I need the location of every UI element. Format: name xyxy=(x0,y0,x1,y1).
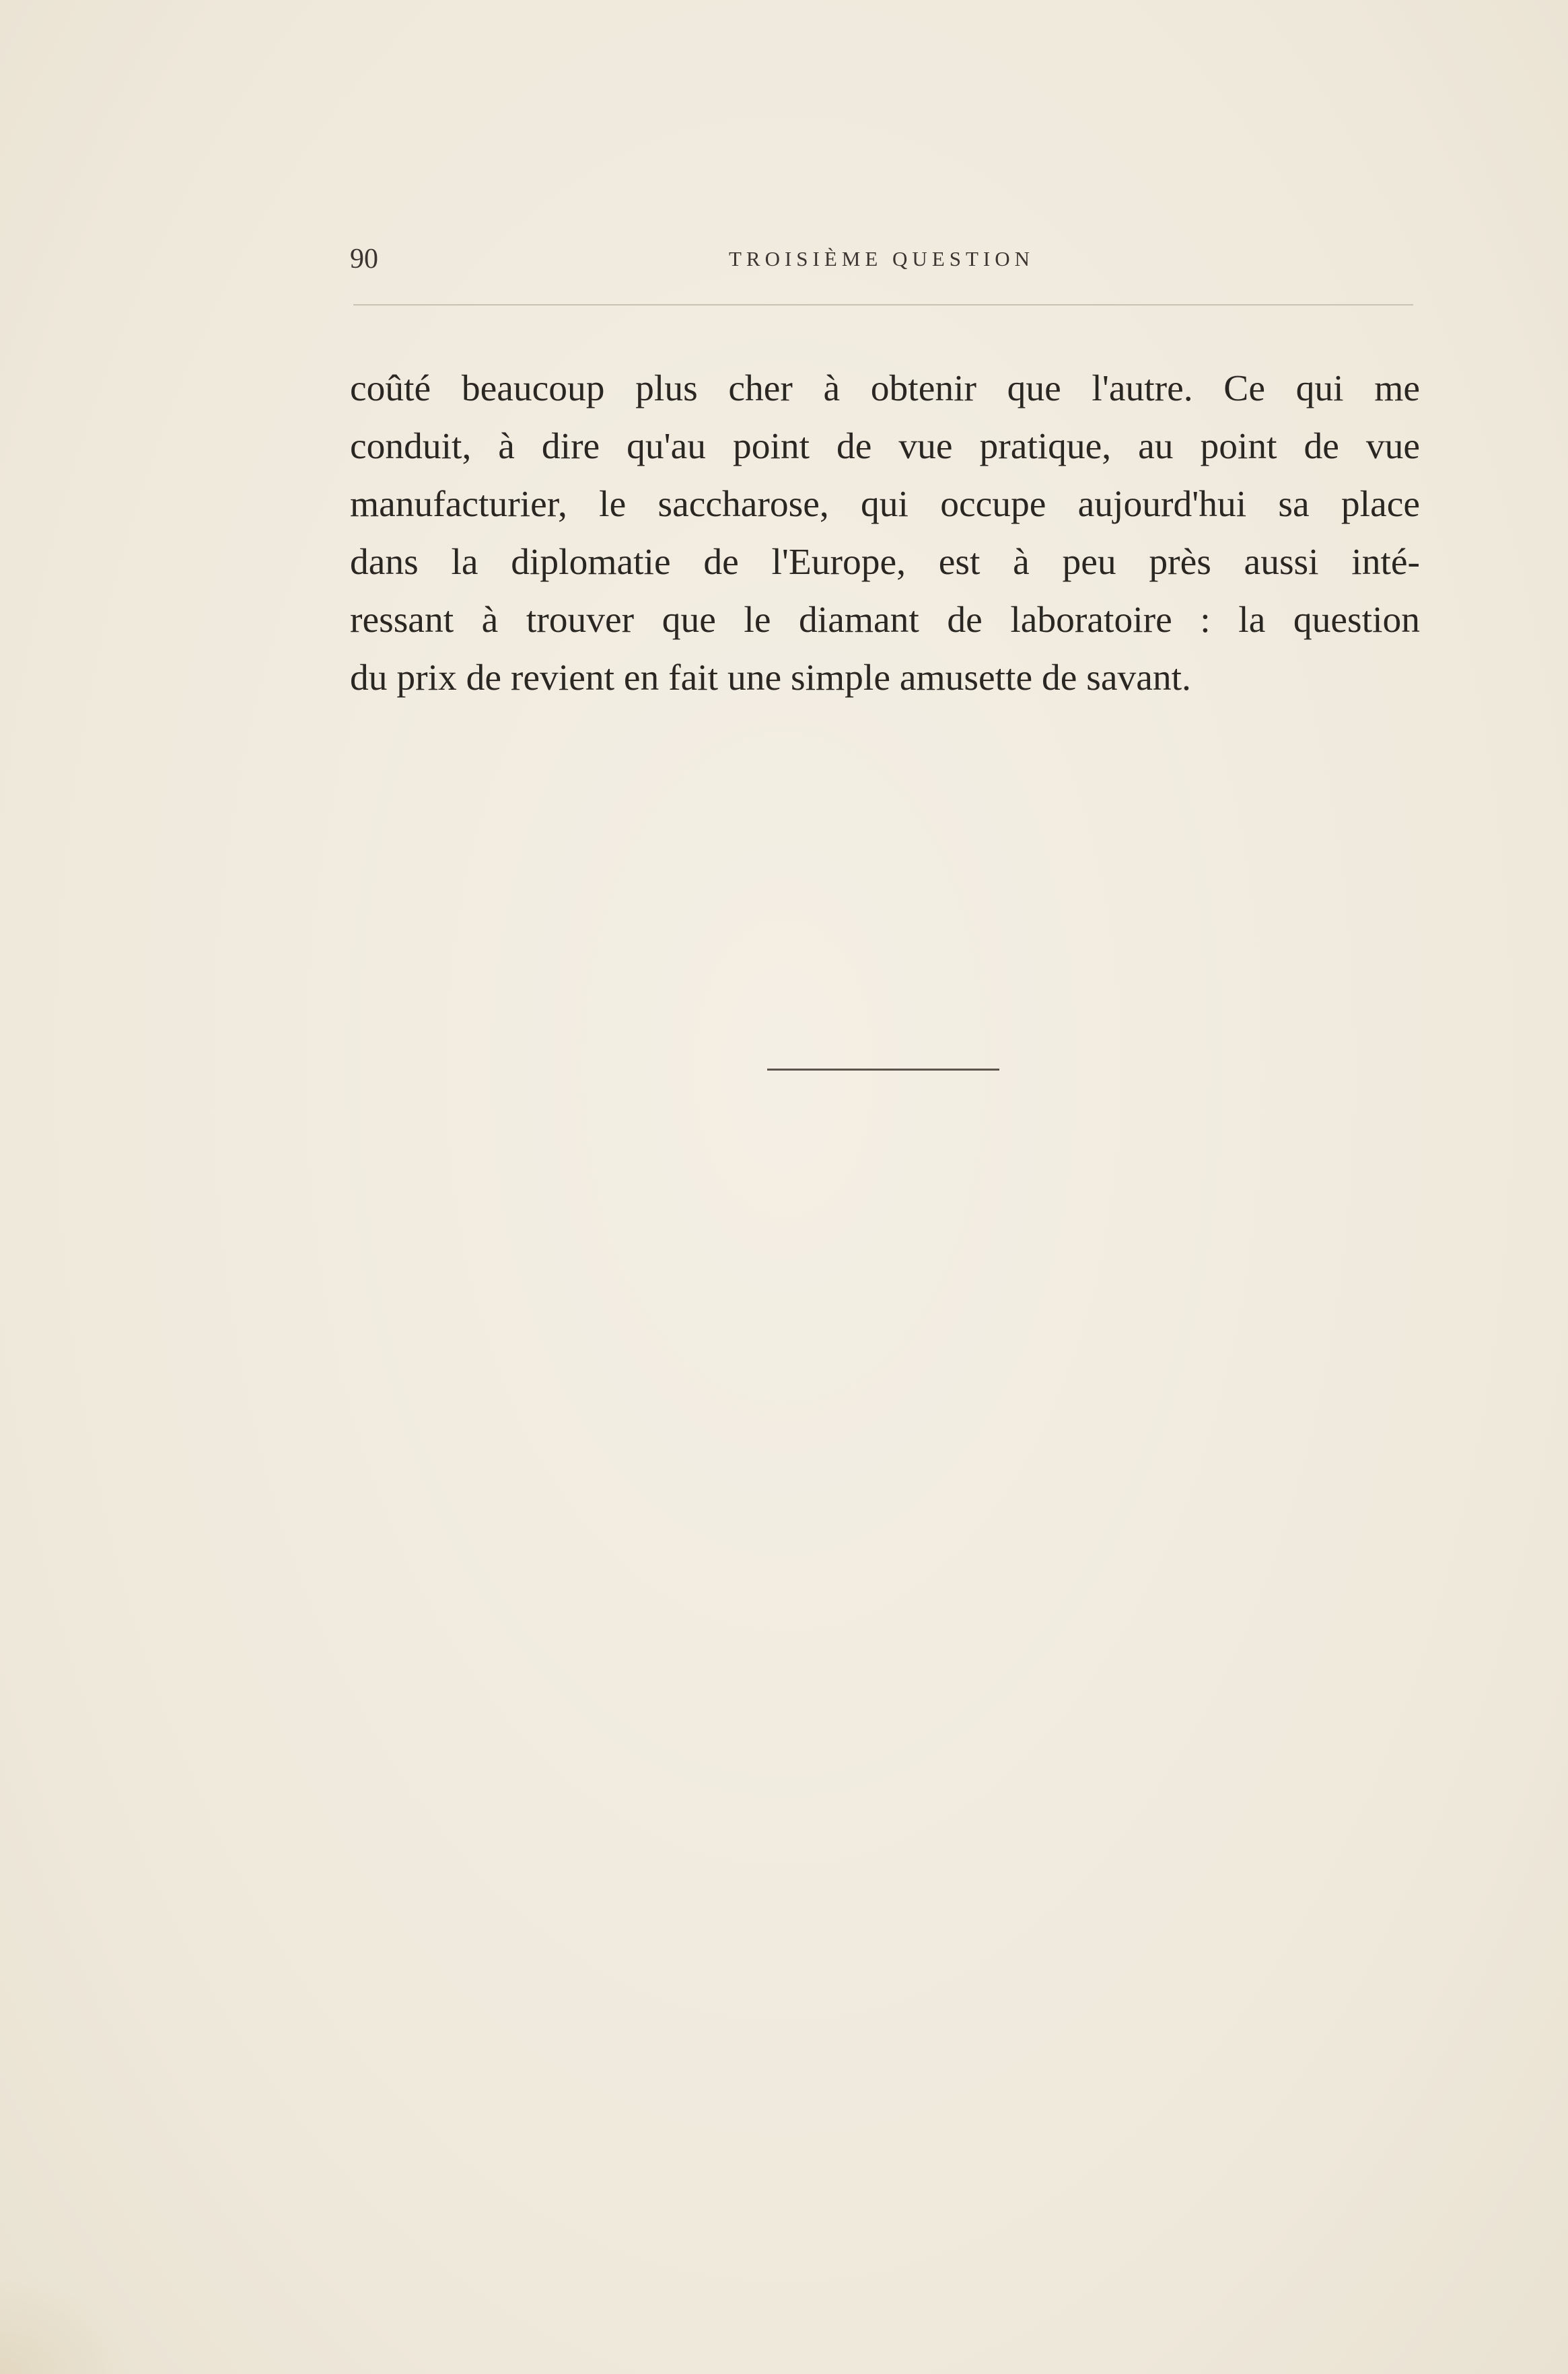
text-line: coûté beaucoup plus cher à obtenir que l'autre. Ce qui me xyxy=(350,368,1420,409)
text-line: dans la diplomatie de l'Europe, est à peu près aussi inté- xyxy=(350,542,1420,583)
text-line: conduit, à dire qu'au point de vue pratique, au point de vue xyxy=(350,426,1420,467)
header-rule xyxy=(353,304,1413,305)
text-line: du prix de revient en fait une simple amusette de savant. xyxy=(350,657,1191,698)
section-end-rule xyxy=(767,1069,999,1071)
running-head xyxy=(350,239,1413,279)
paper-stain xyxy=(0,2274,135,2374)
text-line: ressant à trouver que le diamant de laboratoire : la question xyxy=(350,600,1420,641)
running-title: TROISIÈME QUESTION xyxy=(728,247,1035,271)
text-line: manufacturier, le saccharose, qui occupe aujourd'hui sa place xyxy=(350,484,1420,525)
body-paragraph xyxy=(350,360,1420,707)
page-number: 90 xyxy=(350,244,378,275)
